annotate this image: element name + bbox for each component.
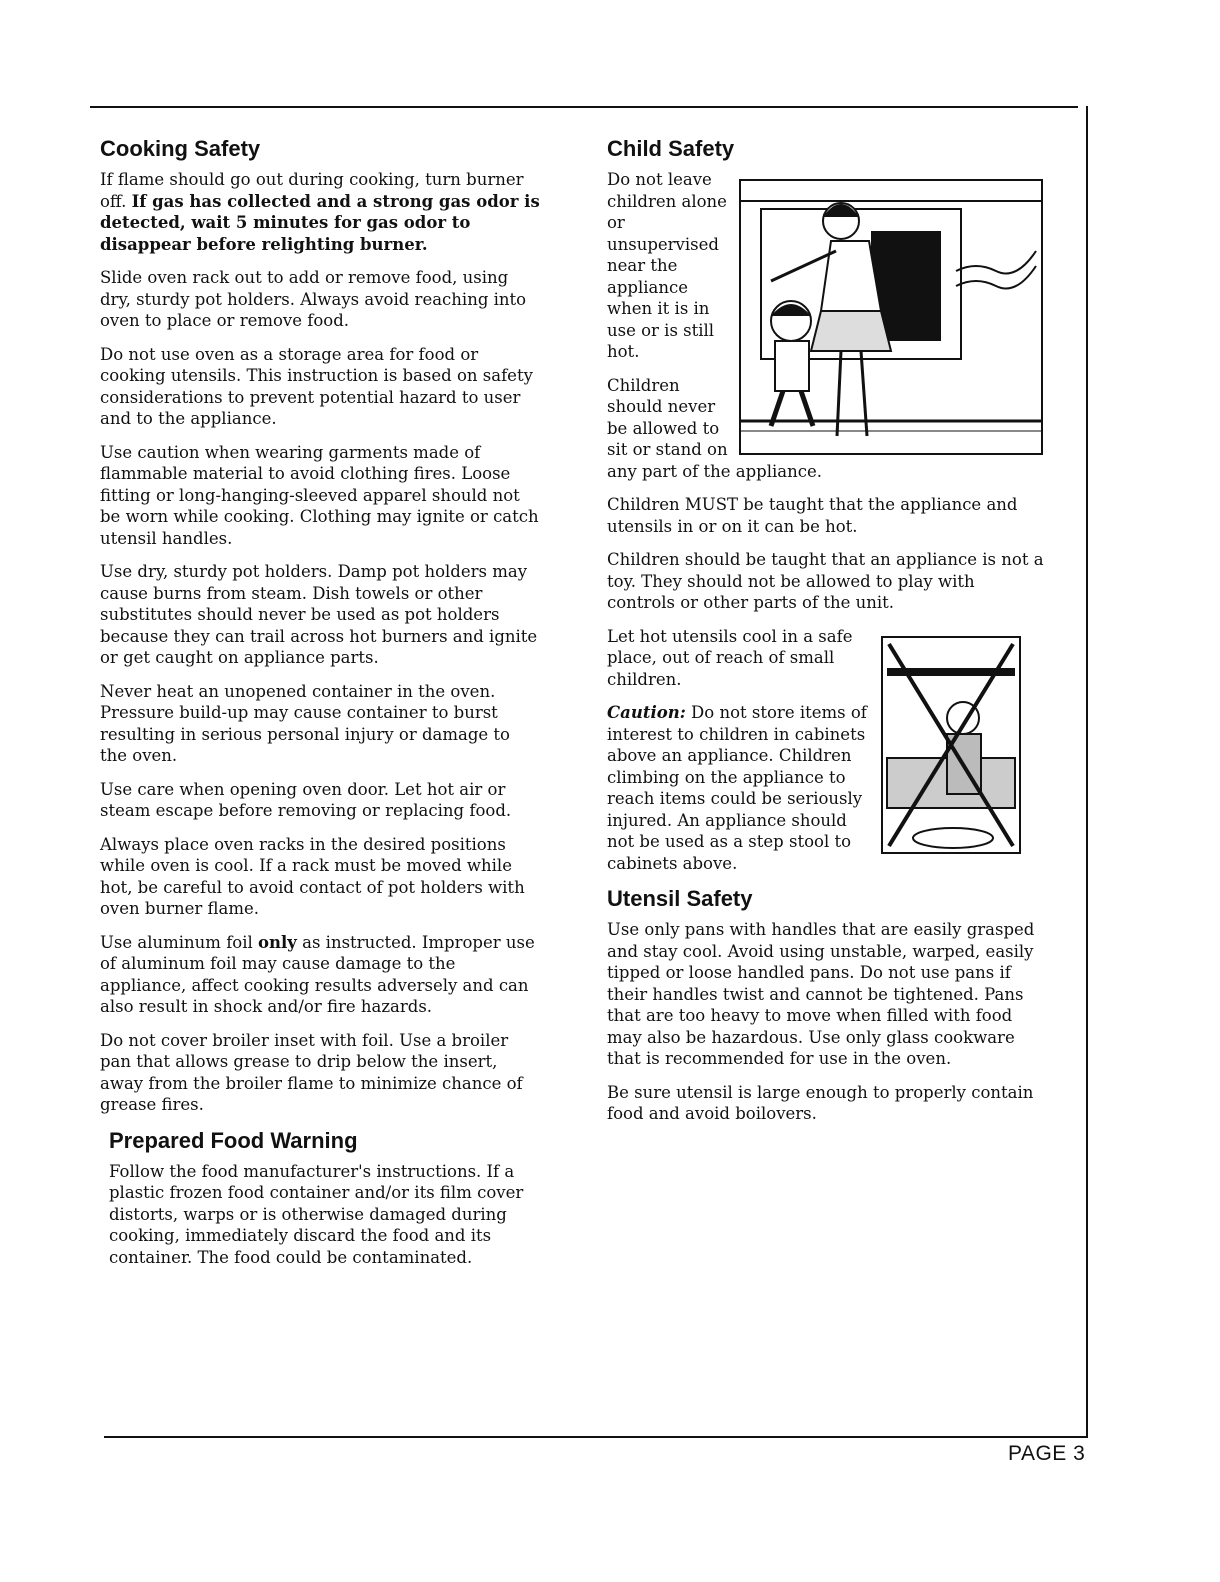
cooking-safety-paragraph: Do not cover broiler inset with foil. Use a broiler pan that allows grease to drip below the insert, away from the broiler flame to minimize chance of grease fires. xyxy=(100,1030,523,1114)
cooking-safety-paragraph: Use dry, sturdy pot holders. Damp pot holders may cause burns from steam. Dish towels or other substitutes should never be used as pot holders because they can trail across hot burners and ignite or get caught on appliance parts. xyxy=(100,562,538,667)
prepared-food-section xyxy=(100,1128,540,1269)
prepared-food-paragraph: Follow the food manufacturer's instructions. If a plastic frozen food container and/or its film cover distorts, warps or is otherwise damaged during cooking, immediately discard the food and its container. The food could be contaminated. xyxy=(109,1161,524,1267)
bottom-rule xyxy=(104,1436,1088,1438)
cooking-safety-paragraph: Use care when opening oven door. Let hot air or steam escape before removing or replacing food. xyxy=(100,779,512,820)
left-column xyxy=(100,136,540,1280)
cooking-safety-paragraph: Use caution when wearing garments made of flammable material to avoid clothing fires. Loose fitting or long-hanging-sleeved apparel should not be worn while cooking. Clothing may ignite or catch utensil handles. xyxy=(100,442,539,548)
cooking-safety-paragraph: Slide oven rack out to add or remove food, using dry, sturdy pot holders. Always avoid reaching into oven to place or remove food. xyxy=(100,268,527,330)
cooking-safety-paragraph: Use aluminum foil only as instructed. Improper use of aluminum foil may cause damage to the appliance, affect cooking results adversely and can also result in shock and/or fire hazards. xyxy=(100,932,535,1016)
cooking-safety-section xyxy=(100,136,540,1116)
utensil-safety-paragraph: Be sure utensil is large enough to properly contain food and avoid boilovers. xyxy=(607,1082,1034,1123)
child-climbing-prohibited-illustration xyxy=(881,636,1021,854)
child-safety-paragraph: Let hot utensils cool in a safe place, out of reach of small children. xyxy=(607,626,853,689)
cooking-safety-paragraph: Never heat an unopened container in the oven. Pressure build-up may cause container to burst resulting in serious personal injury or damage to the oven. xyxy=(100,681,510,765)
child-safety-heading: Child Safety xyxy=(607,136,735,161)
child-safety-paragraph: Do not leave children alone or unsupervised near the appliance when it is in use or is still hot. xyxy=(607,170,727,361)
prepared-food-heading: Prepared Food Warning xyxy=(109,1127,358,1153)
mother-and-child-at-oven-illustration xyxy=(739,179,1043,455)
cooking-safety-heading: Cooking Safety xyxy=(100,136,261,161)
cooking-safety-paragraph: Do not use oven as a storage area for food or cooking utensils. This instruction is based on safety considerations to prevent potential hazard to user and to the appliance. xyxy=(100,344,533,428)
utensil-safety-heading: Utensil Safety xyxy=(607,886,753,911)
child-safety-caution: Caution: Do not store items of interest to children in cabinets above an appliance. Children climbing on the appliance to reach items could be seriously injured. An appliance should not be used as a step stool to cabinets above. xyxy=(607,703,867,873)
cooking-safety-paragraph: Always place oven racks in the desired positions while oven is cool. If a rack must be moved while hot, be careful to avoid contact of pot holders with oven burner flame. xyxy=(100,834,525,918)
right-column xyxy=(607,136,1047,1137)
child-safety-paragraph: Children should be taught that an appliance is not a toy. They should not be allowed to play with controls or other parts of the unit. xyxy=(607,550,1044,612)
child-safety-paragraph: Children should never be allowed to sit or stand on any part of the appliance. xyxy=(607,375,822,481)
child-safety-section xyxy=(607,136,1047,874)
cooking-safety-paragraph: If flame should go out during cooking, turn burner off. If gas has collected and a strong gas odor is detected, wait 5 minutes for gas odor to disappear before relighting burner. xyxy=(100,170,540,254)
utensil-safety-paragraph: Use only pans with handles that are easily grasped and stay cool. Avoid using unstable, warped, easily tipped or loose handled pans. Do not use pans if their handles twist and cannot be tightened. Pans that are too heavy to move when filled with food may also be hazardous. Use only glass cookware that is recommended for use in the oven. xyxy=(607,920,1035,1068)
child-safety-paragraph: Children MUST be taught that the appliance and utensils in or on it can be hot. xyxy=(607,495,1018,536)
utensil-safety-section xyxy=(607,886,1047,1125)
right-rule xyxy=(1086,106,1088,1436)
top-rule xyxy=(90,106,1078,108)
page-number: PAGE 3 xyxy=(1008,1442,1086,1465)
